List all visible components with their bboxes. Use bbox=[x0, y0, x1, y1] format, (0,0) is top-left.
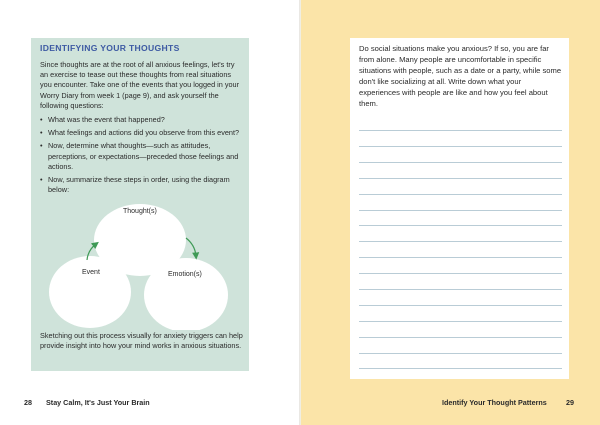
writing-line bbox=[359, 225, 562, 226]
writing-line bbox=[359, 321, 562, 322]
running-title-left: Stay Calm, It's Just Your Brain bbox=[46, 398, 150, 407]
writing-line bbox=[359, 368, 562, 369]
writing-line bbox=[359, 273, 562, 274]
question-list bbox=[40, 115, 245, 198]
event-bubble bbox=[49, 256, 131, 328]
writing-line bbox=[359, 194, 562, 195]
arrow-thought-to-emotion-icon bbox=[186, 238, 196, 256]
thought-label: Thought(s) bbox=[123, 208, 157, 215]
intro-paragraph: Since thoughts are at the root of all anxious feelings, let's try an exercise to tease out these thoughts from real situations you encounter. Take one of the events that you logged in your Worry Diary from week 1 (page 9), and ask yourself the following questions: bbox=[40, 60, 240, 110]
writing-line bbox=[359, 289, 562, 290]
writing-line bbox=[359, 210, 562, 211]
writing-line bbox=[359, 241, 562, 242]
writing-line bbox=[359, 130, 562, 131]
emotion-label: Emotion(s) bbox=[168, 271, 202, 278]
list-item: • Now, determine what thoughts—such as attitudes, perceptions, or expectations—preceded those feelings and actions. bbox=[40, 141, 239, 171]
event-label: Event bbox=[82, 269, 100, 276]
book-spine bbox=[299, 0, 301, 425]
summary-paragraph: Sketching out this process visually for anxiety triggers can help provide insight into how your mind works in anxious situations. bbox=[40, 331, 243, 351]
bullet-icon: • bbox=[40, 175, 43, 185]
writing-line bbox=[359, 305, 562, 306]
writing-line bbox=[359, 353, 562, 354]
thought-cycle-diagram bbox=[40, 200, 240, 330]
list-item: • What feelings and actions did you observe from this event? bbox=[40, 128, 240, 138]
bullet-icon: • bbox=[40, 115, 43, 124]
list-item: • Now, summarize these steps in order, using the diagram below: bbox=[40, 175, 230, 195]
running-title-right: Identify Your Thought Patterns bbox=[442, 398, 547, 407]
journal-prompt: Do social situations make you anxious? If so, you are far from alone. Many people are uncomfortable in specific situations with people, such as a date or a party, while some don't like socializing at all. Write down what your experiences with people are like and how you feel about them. bbox=[359, 44, 562, 108]
writing-line bbox=[359, 337, 562, 338]
writing-line bbox=[359, 257, 562, 258]
page-number-right: 29 bbox=[566, 398, 574, 407]
page-number-left: 28 bbox=[24, 398, 32, 407]
writing-line bbox=[359, 162, 562, 163]
list-item: • What was the event that happened? bbox=[40, 115, 165, 124]
bullet-icon: • bbox=[40, 128, 43, 138]
panel-title: IDENTIFYING YOUR THOUGHTS bbox=[40, 43, 180, 53]
emotion-bubble bbox=[144, 258, 228, 330]
writing-line bbox=[359, 178, 562, 179]
writing-line bbox=[359, 146, 562, 147]
bullet-icon: • bbox=[40, 141, 43, 151]
